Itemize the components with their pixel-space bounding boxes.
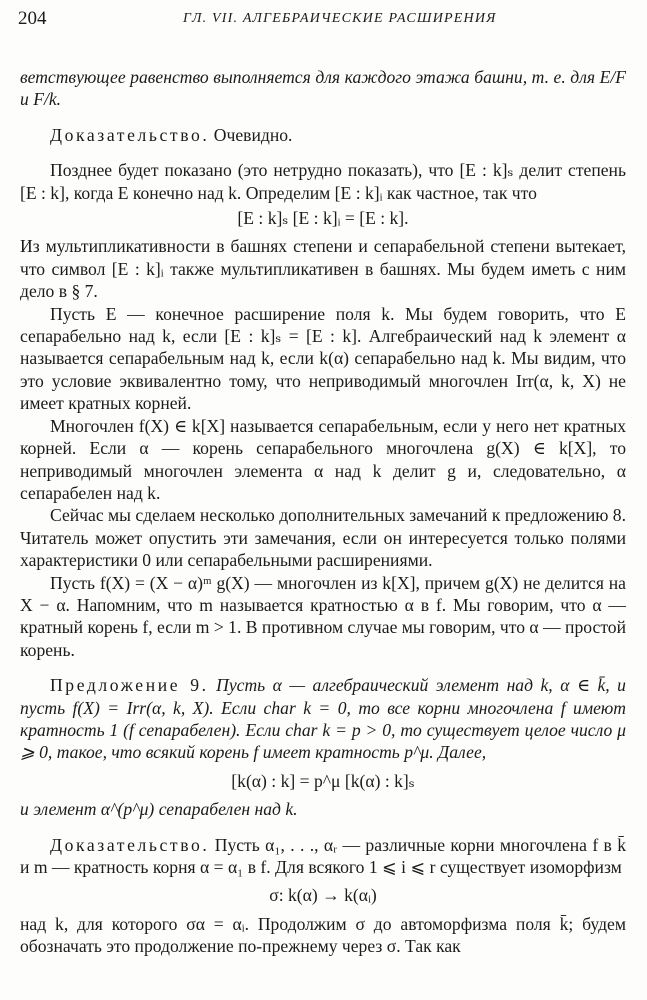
formula-degree-product: [E : k]ₛ [E : k]ᵢ = [E : k]. — [237, 208, 409, 229]
proposition-text: Пусть α — алгебраический элемент над k, α ∈ k̄, и пусть f(X) = Irr(α, k, X). Если char k = 0, то все корни многочлена f имеют кратность 1 (f сепарабелен). Если char k = p > 0, то существует целое число μ ⩾ 0, такое, что всякий корень f имеет кратность p^μ. Далее, — [20, 675, 626, 763]
page-number: 204 — [18, 8, 47, 29]
paragraph-separable-definition: Пусть E — конечное расширение поля k. Мы будем говорить, что E сепарабельно над k, если [E : k]ₛ = [E : k]. Алгебраический над k элемент α называется сепарабельным над k, если k(α) сепарабельно над k. Мы видим, что это условие эквивалентно тому, что неприводимый многочлен Irr(α, k, X) не имеет кратных корней. — [20, 303, 626, 414]
statement-continuation: ветствующее равенство выполняется для каждого этажа башни, т. е. для E/F и F/k. — [20, 67, 626, 110]
proof-text: Пусть α₁, . . ., αᵣ — различные корни многочлена f в k̄ и m — кратность корня α = α₁ в f. Для всякого 1 ⩽ i ⩽ r существует изоморфизм — [20, 834, 626, 877]
proof-obvious — [20, 124, 626, 146]
page-body — [20, 66, 626, 958]
running-head: ГЛ. VII. АЛГЕБРАИЧЕСКИЕ РАСШИРЕНИЯ — [183, 11, 497, 26]
proposition-label: Предложение 9. — [50, 675, 209, 696]
paragraph-separable-polynomial: Многочлен f(X) ∈ k[X] называется сепарабельным, если у него нет кратных корней. Если α — корень сепарабельного многочлена g(X) ∈ k[X], то неприводимый многочлен элемента α над k делит g и, следовательно, α сепарабелен над k. — [20, 415, 626, 503]
formula-degree-relation: [k(α) : k] = p^μ [k(α) : k]ₛ — [231, 770, 415, 791]
proposition-tail: и элемент α^(p^μ) сепарабелен над k. — [20, 799, 298, 820]
formula-isomorphism: σ: k(α) → k(αᵢ) — [269, 885, 377, 906]
paragraph-inseparable-degree: Позднее будет показано (это нетрудно показать), что [E : k]ₛ делит степень [E : k], когда E конечно над k. Определим [E : k]ᵢ как частное, так что — [20, 160, 626, 203]
proof-proposition-9 — [20, 834, 626, 879]
paragraph-multiplicity: Пусть f(X) = (X − α)ᵐ g(X) — многочлен из k[X], причем g(X) не делится на X − α. Напомним, что m называется кратностью α в f. Мы говорим, что α — кратный корень f, если m > 1. В противном случае мы говорим, что α — простой корень. — [20, 572, 626, 660]
proof-label: Доказательство. — [50, 834, 210, 855]
paragraph-remarks: Сейчас мы сделаем несколько дополнительных замечаний к предложению 8. Читатель может опустить эти замечания, если он интересуется только полями характеристики 0 или сепарабельными расширениями. — [20, 505, 626, 571]
paragraph-multiplicativity: Из мультипликативности в башнях степени и сепарабельной степени вытекает, что символ [E : k]ᵢ также мультипликативен в башнях. Мы будем иметь с ним дело в § 7. — [20, 236, 626, 302]
page-header — [18, 8, 630, 32]
proof-continuation: над k, для которого σα = αᵢ. Продолжим σ до автоморфизма поля k̄; будем обозначать это продолжение по-прежнему через σ. Так как — [20, 913, 626, 957]
proof-label: Доказательство. — [50, 124, 210, 145]
proposition-9 — [20, 674, 626, 764]
proof-text: Очевидно. — [213, 124, 293, 145]
